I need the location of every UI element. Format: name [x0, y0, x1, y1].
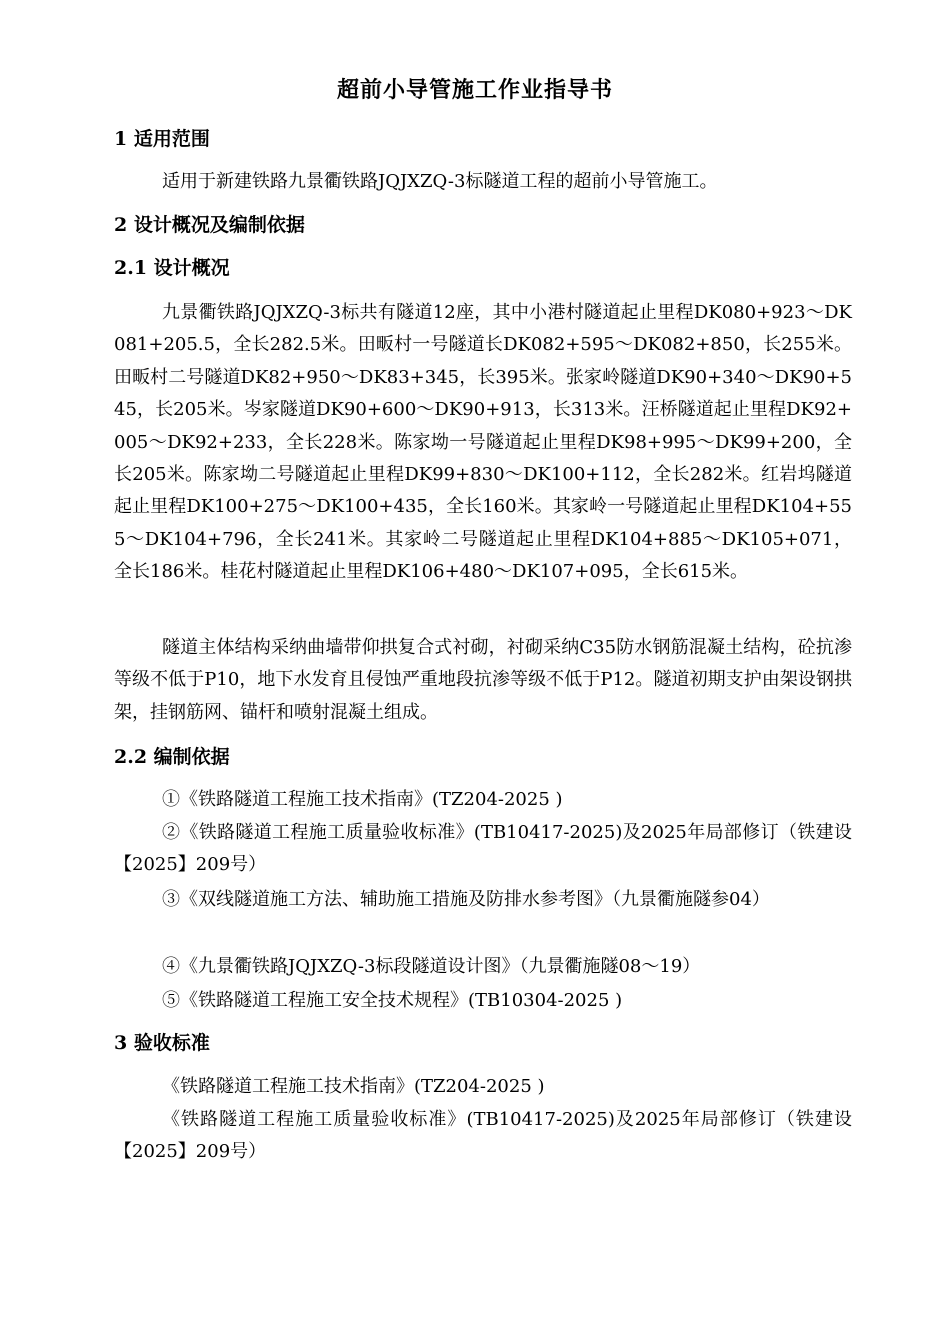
acceptance-standard-item-1: 《铁路隧道工程施工技术指南》(TZ204-2025 ): [162, 1076, 545, 1097]
section-1-paragraph: 适用于新建铁路九景衢铁路JQJXZQ-3标隧道工程的超前小导管施工。: [162, 171, 718, 192]
section-2-2-heading: 2.2 编制依据: [114, 746, 230, 768]
section-2-1-paragraph-1: 九景衢铁路JQJXZQ-3标共有隧道12座，其中小港村隧道起止里程DK080+923～DK081+205.5，全长282.5米。田畈村一号隧道长DK082+595～DK082+850，长255米。田畈村二号隧道DK82+950～DK83+345，长395米。张家岭隧道DK90+340～DK90+545，长205米。岑家隧道DK90+600～DK90+913，长313米。汪桥隧道起止里程DK92+005～DK92+233，全长228米。陈家坳一号隧道起止里程DK98+995～DK99+200，全长205米。陈家坳二号隧道起止里程DK99+830～DK100+112，全长282米。红岩坞隧道起止里程DK100+275～DK100+435，全长160米。其家岭一号隧道起止里程DK104+555～DK104+796，全长241米。其家岭二号隧道起止里程DK104+885～DK105+071，全长186米。桂花村隧道起止里程DK106+480～DK107+095，全长615米。: [114, 302, 852, 583]
reference-item-5: ⑤《铁路隧道工程施工安全技术规程》(TB10304-2025 ): [162, 990, 623, 1011]
reference-item-2: ②《铁路隧道工程施工质量验收标准》(TB10417-2025)及2025年局部修订（铁建设【2025】209号）: [114, 822, 852, 876]
section-3-heading: 3 验收标准: [114, 1032, 210, 1054]
section-2-1-paragraph-2: 隧道主体结构采纳曲墙带仰拱复合式衬砌，衬砌采纳C35防水钢筋混凝土结构，砼抗渗等级不低于P10，地下水发育且侵蚀严重地段抗渗等级不低于P12。隧道初期支护由架设钢拱架，挂钢筋网、锚杆和喷射混凝土组成。: [114, 637, 852, 723]
section-1-heading: 1 适用范围: [114, 128, 210, 150]
acceptance-standard-item-2: 《铁路隧道工程施工质量验收标准》(TB10417-2025)及2025年局部修订（铁建设【2025】209号）: [114, 1109, 852, 1163]
section-2-heading: 2 设计概况及编制依据: [114, 214, 305, 236]
section-2-1-heading: 2.1 设计概况: [114, 257, 230, 279]
document-title: 超前小导管施工作业指导书: [336, 77, 613, 103]
reference-item-1: ①《铁路隧道工程施工技术指南》(TZ204-2025 ): [162, 789, 563, 810]
reference-item-4: ④《九景衢铁路JQJXZQ-3标段隧道设计图》（九景衢施隧08～19）: [162, 956, 701, 977]
reference-item-3: ③《双线隧道施工方法、辅助施工措施及防排水参考图》（九景衢施隧参04）: [162, 889, 770, 910]
